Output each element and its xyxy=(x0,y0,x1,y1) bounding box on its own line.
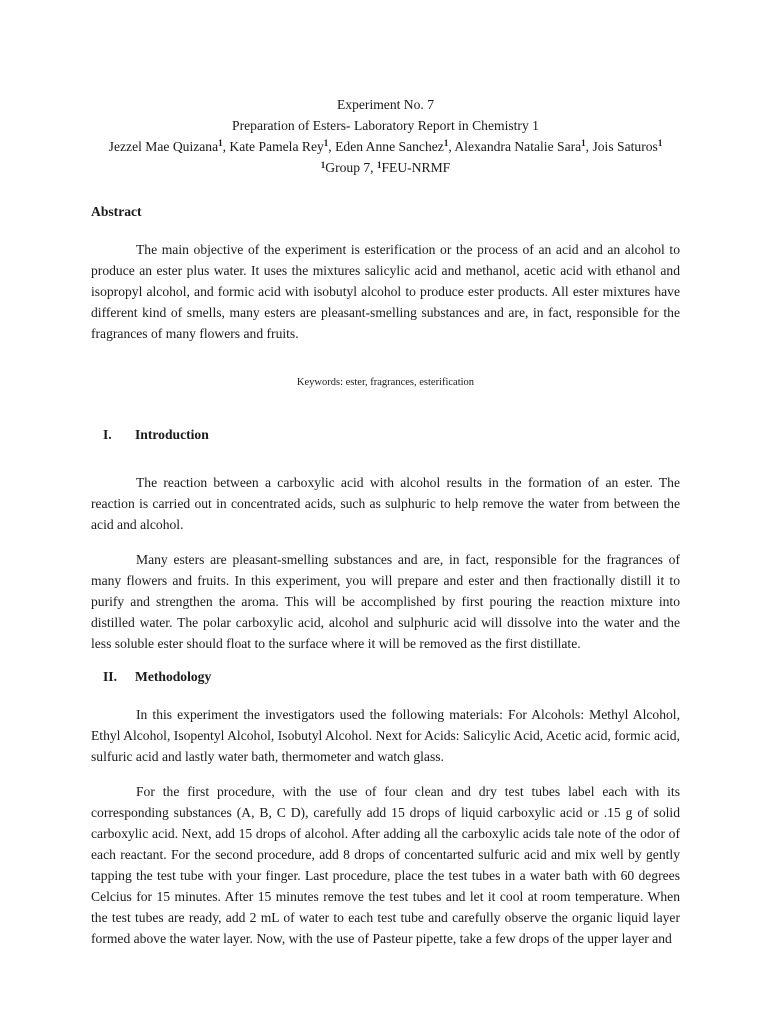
paragraph: For the first procedure, with the use of four clean and dry test tubes label each with its corresponding substances (A, B, C D), carefully add 15 drops of liquid carboxylic acid or .15 g of solid carboxylic acid. Next, add 15 drops of alcohol. After adding all the carboxylic acids tale note of the odor of each reactant. For the second procedure, add 8 drops of concentarted sulfuric acid and mix well by gently tapping the test tube with your finger. Last procedure, place the test tubes in a water bath with 60 degrees Celcius for 15 minutes. After 15 minutes remove the test tubes and let it cool at room temperature. When the test tubes are ready, add 2 mL of water to each test tube and carefully observe the organic liquid layer formed above the water layer. Now, with the use of Pasteur pipette, take a few drops of the upper layer and xyxy=(91,784,680,946)
abstract-body: The main objective of the experiment is esterification or the process of an acid and an alcohol to produce an ester plus water. It uses the mixtures salicylic acid and methanol, acetic acid with ethanol and isopropyl alcohol, and formic acid with isobutyl alcohol to produce ester products. All ester mixtures have different kind of smells, many esters are pleasant-smelling substances and are, in fact, responsible for the fragrances of many flowers and fruits. xyxy=(91,242,680,341)
affiliation xyxy=(91,157,680,178)
paper-title: Preparation of Esters- Laboratory Report in Chemistry 1 xyxy=(232,118,539,133)
author-affiliation-mark: 1 xyxy=(657,138,663,148)
affiliation-mark: 1 xyxy=(376,160,382,170)
abstract-heading: Abstract xyxy=(91,204,142,219)
author-name: Eden Anne Sanchez xyxy=(335,139,444,154)
experiment-number: Experiment No. 7 xyxy=(336,97,435,112)
paragraph: Many esters are pleasant-smelling substances and are, in fact, responsible for the fragrances of many flowers and fruits. In this experiment, you will prepare and ester and then fractionally distill it to purify and strengthen the aroma. This will be accomplished by first pouring the reaction mixture into distilled water. The polar carboxylic acid, alcohol and sulphuric acid will dissolve into the water and the less soluble ester should float to the surface where it will be removed as the first distillate. xyxy=(91,552,680,651)
affiliation-group: Group 7, xyxy=(325,160,377,175)
affiliation-mark: 1 xyxy=(320,160,326,170)
author-affiliation-mark: 1 xyxy=(581,138,586,148)
author-name: Alexandra Natalie Sara xyxy=(454,139,582,154)
paragraph: The reaction between a carboxylic acid with alcohol results in the formation of an ester. The reaction is carried out in concentrated acids, such as sulphuric to help remove the water from between the acid and alcohol. xyxy=(91,475,680,532)
author-affiliation-mark: 1 xyxy=(323,138,329,148)
author-name: Kate Pamela Rey xyxy=(229,139,324,154)
author-name: Jois Saturos xyxy=(592,139,658,154)
section-number: I. xyxy=(103,427,112,442)
affiliation-school: FEU-NRMF xyxy=(381,160,451,175)
section-introduction-heading xyxy=(91,424,680,445)
author-name: Jezzel Mae Quizana xyxy=(108,139,219,154)
author-list: Jezzel Mae Quizana$^1$, Kate Pamela Rey$^1$, Eden Anne Sanchez$^1$, Alexandra Natalie Sara$^1$, Jois Saturos$^1$ xyxy=(108,138,663,154)
author-affiliation-mark: 1 xyxy=(218,138,223,148)
keywords: Keywords: ester, fragrances, esterification xyxy=(296,377,475,388)
section-title: Methodology xyxy=(135,669,212,684)
paper-header xyxy=(91,94,680,178)
section-methodology-heading xyxy=(91,666,680,687)
section-title: Introduction xyxy=(135,427,209,442)
author-affiliation-mark: 1 xyxy=(443,138,449,148)
paragraph: In this experiment the investigators used the following materials: For Alcohols: Methyl Alcohol, Ethyl Alcohol, Isopentyl Alcohol, Isobutyl Alcohol. Next for Acids: Salicylic Acid, Acetic acid, formic acid, sulfuric acid and lastly water bath, thermometer and watch glass. xyxy=(91,707,680,764)
section-number: II. xyxy=(103,669,117,684)
